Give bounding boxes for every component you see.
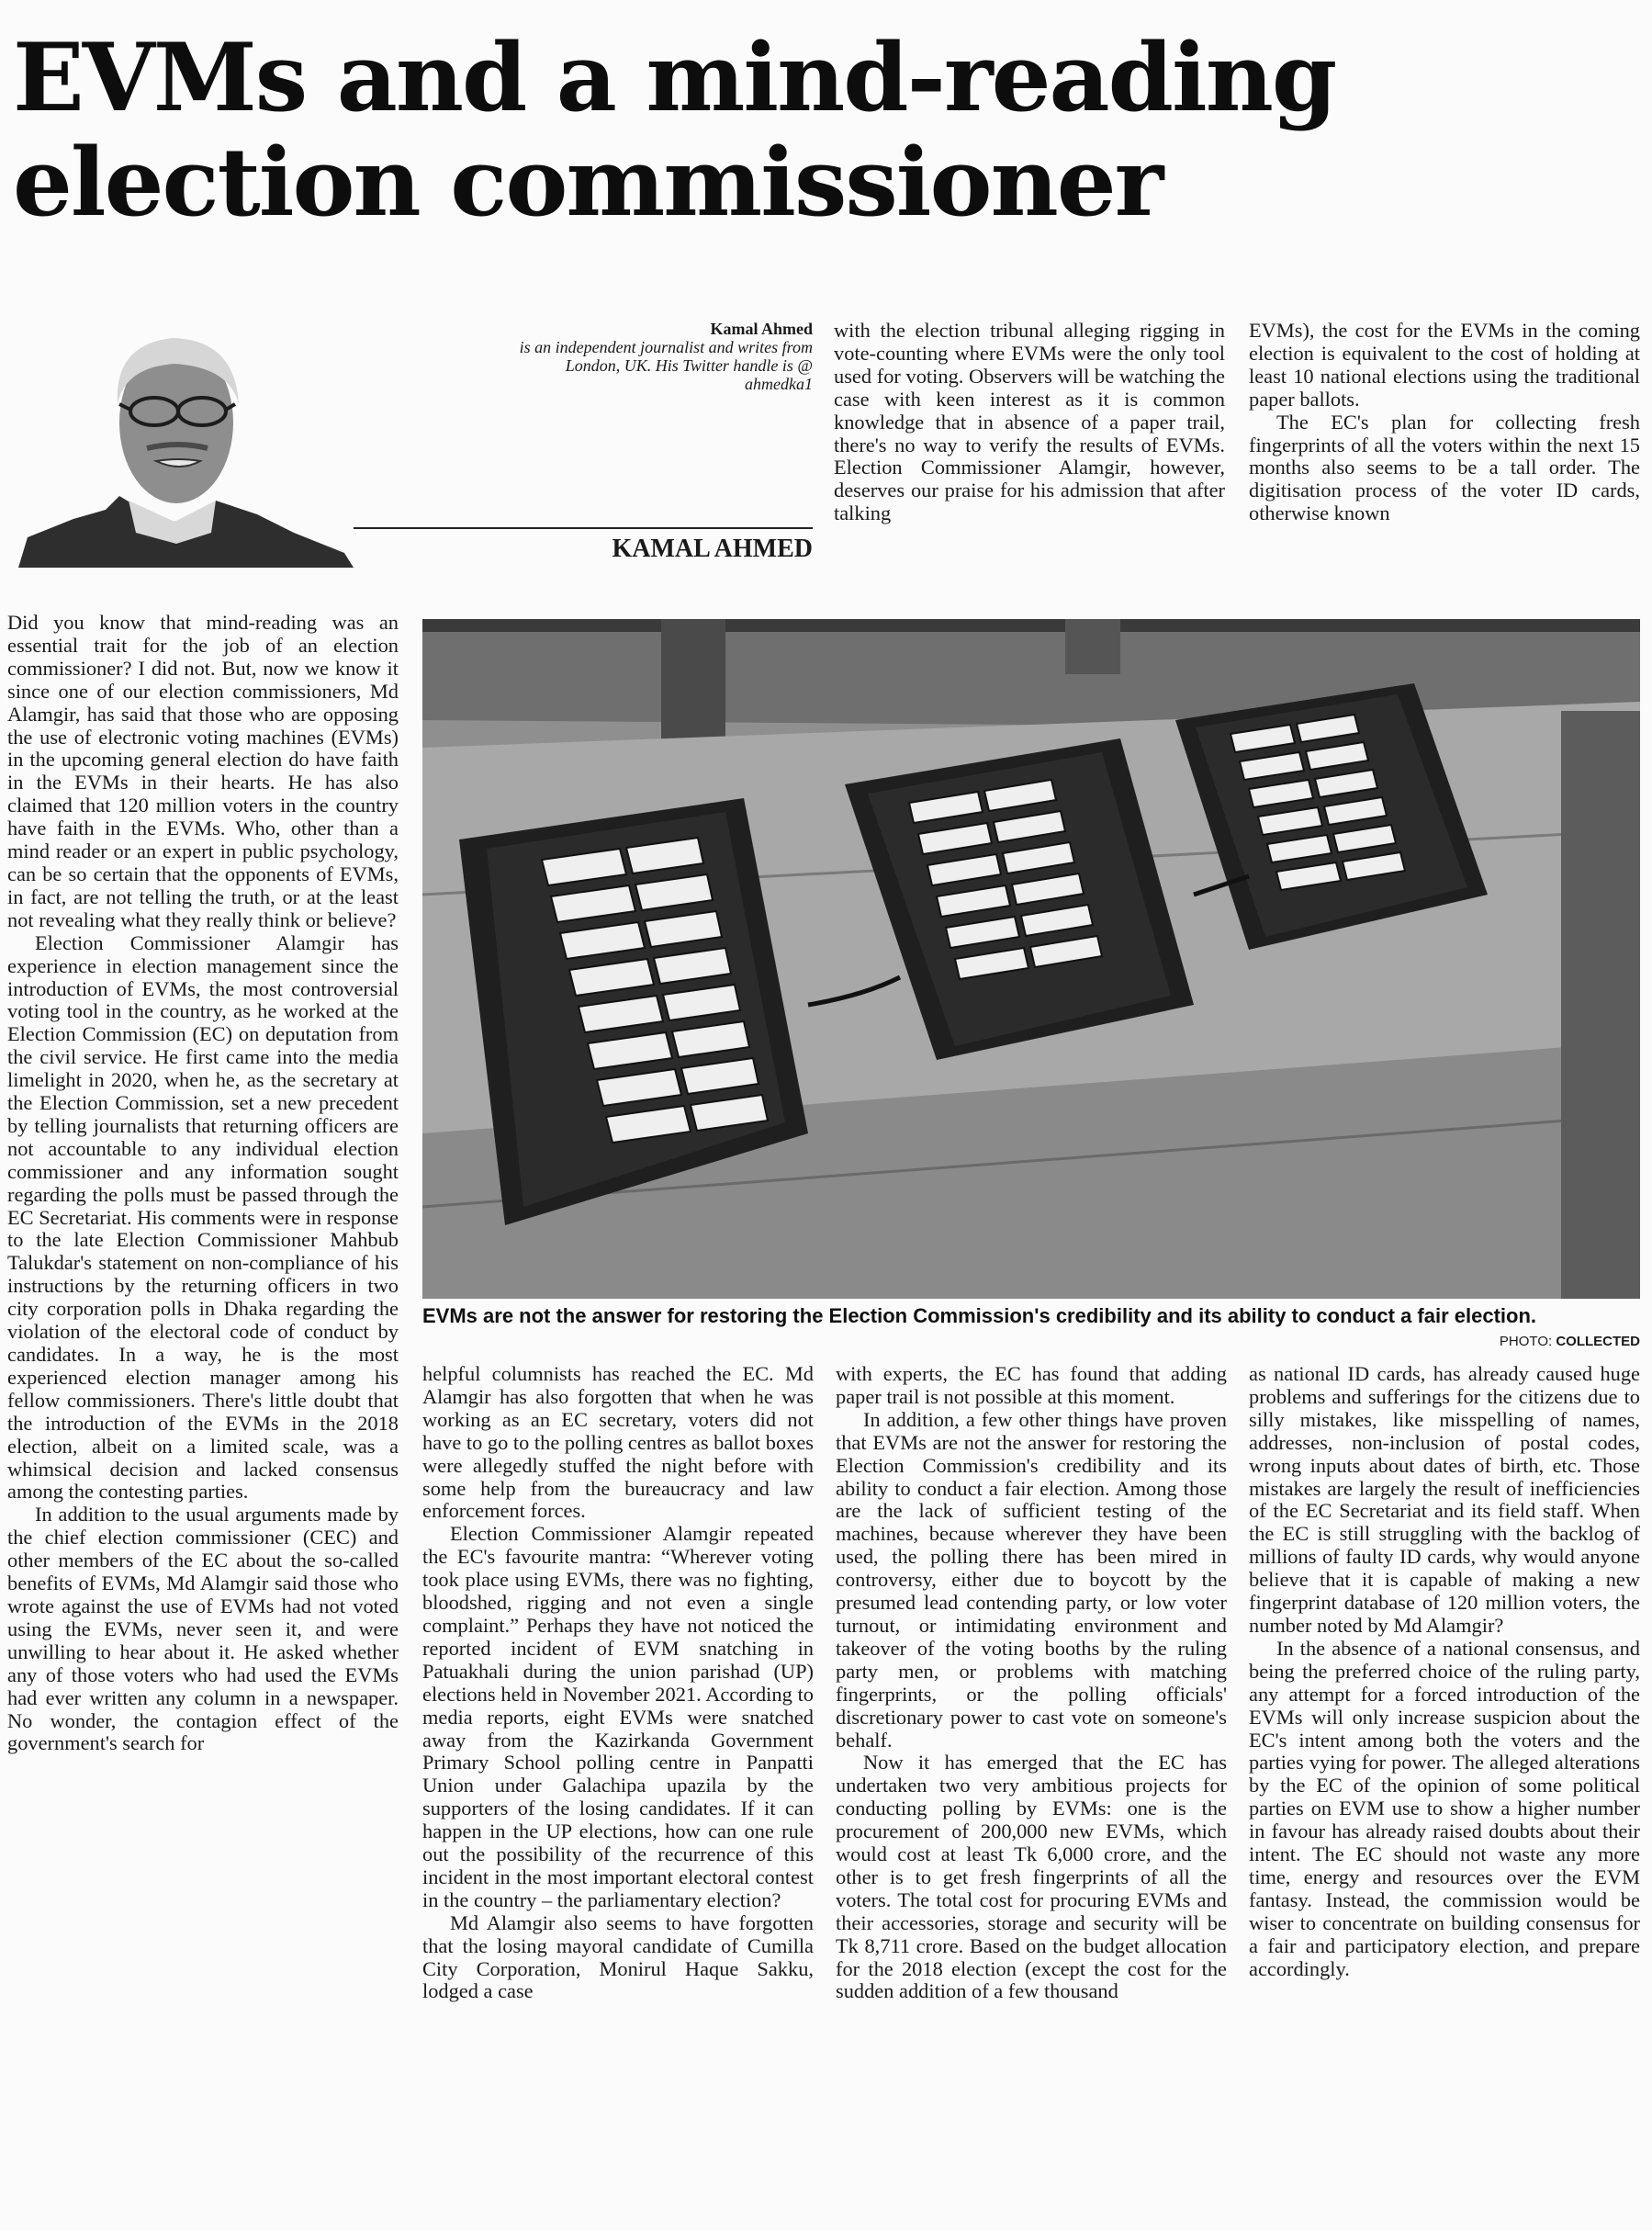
photo-caption: EVMs are not the answer for restoring the Election Commission's credibility and its ability to conduct a fair election. [422, 1304, 1537, 1327]
photo-credit-label: PHOTO: [1499, 1334, 1556, 1349]
paragraph: helpful columnists has reached the EC. Md Alamgir has also forgotten that when he was working as an EC secretary, voters did not have to go to the polling centres as ballot boxes were allegedly stuffed the night before with some help from the bureaucracy and law enforcement forces. [422, 1363, 814, 1523]
photo-credit [1286, 1334, 1640, 1350]
paragraph: Now it has emerged that the EC has undertaken two very ambitious projects for conducting polling by EVMs: one is the procurement of 200,000 new EVMs, which would cost at least Tk 6,000 crore, and the other is to get fresh fingerprints of all the voters. The total cost for procuring EVMs and their accessories, storage and security will be Tk 8,711 crore. Based on the budget allocation for the 2018 election (except the cost for the sudden addition of a few thousand [836, 1751, 1227, 2003]
evm-photo [422, 619, 1640, 1299]
paragraph: Election Commissioner Alamgir repeated the EC's favourite mantra: “Wherever voting took place using EVMs, there was no fighting, bloodshed, rigging and not even a single complaint.” Perhaps they have not noticed the reported incident of EVM snatching in Patuakhali during the union parishad (UP) elections held in November 2021. According to media reports, eight EVMs were snatched away from the Kazirkanda Government Primary School polling centre in Panpatti Union under Galachipa upazila by the supporters of the losing candidates. If it can happen in the UP elections, how can one rule out the possibility of the recurrence of this incident in the most important electoral contest in the country – the parliamentary election? [422, 1522, 814, 1911]
author-bio [514, 320, 813, 393]
paragraph: Md Alamgir also seems to have forgotten that the losing mayoral candidate of Cumilla City Corporation, Monirul Haque Sakku, lodged a case [422, 1910, 814, 2003]
column-1 [7, 612, 399, 2226]
column-4 [1249, 1363, 1640, 2226]
author-bio-text: is an independent journalist and writes from London, UK. His Twitter handle is @ ahmedka1 [519, 338, 813, 393]
column-top-a [834, 320, 1225, 573]
paragraph: with experts, the EC has found that adding paper trail is not possible at this moment. [836, 1363, 1227, 1408]
paragraph: In addition to the usual arguments made by the chief election commissioner (CEC) and other members of the EC about the so-called benefits of EVMs, Md Alamgir said those who wrote against the use of EVMs had not voted using the EVMs, never seen it, and were unwilling to hear about it. He asked whether any of those voters who had used the EVMs had ever written any column in a newspaper. No wonder, the contagion effect of the government's search for [7, 1503, 399, 1755]
byline: KAMAL AHMED [612, 535, 813, 563]
column-2 [422, 1363, 814, 2226]
paragraph: The EC's plan for collecting fresh fingerprints of all the voters within the next 15 months also seems to be a tall order. The digitisation process of the voter ID cards, otherwise known [1249, 410, 1640, 525]
author-portrait [18, 303, 354, 568]
author-bio-name: Kamal Ahmed [710, 320, 813, 338]
paragraph: as national ID cards, has already caused huge problems and sufferings for the citizens due to silly mistakes, like misspelling of names, addresses, non-inclusion of postal codes, wrong inputs about dates of birth, etc. Those mistakes are largely the result of inefficiencies of the EC Secretariat and its field staff. When the EC is still struggling with the backlog of millions of faulty ID cards, why would anyone believe that it is capable of making a new fingerprint database of 120 million voters, the number noted by Md Alamgir? [1249, 1363, 1640, 1637]
headline: EVMs and a mind-reading election commissioner [13, 23, 1336, 238]
paragraph: Did you know that mind-reading was an essential trait for the job of an election commissioner? I did not. But, now we know it since one of our election commissioners, Md Alamgir, has said that those who are opposing the use of electronic voting machines (EVMs) in the upcoming general election do have faith in the EVMs in their hearts. He has also claimed that 120 million voters in the country have faith in the EVMs. Who, other than a mind reader or an expert in public psychology, can be so certain that the opponents of EVMs, in fact, are not telling the truth, or at the least not revealing what they really think or believe? [7, 612, 399, 931]
paragraph: Election Commissioner Alamgir has experience in election management since the introduction of EVMs, the most controversial voting tool in the country, as he worked at the Election Commission (EC) on deputation from the civil service. He first came into the media limelight in 2020, when he, as the secretary at the Election Commission, set a new precedent by telling journalists that returning officers are not accountable to any individual election commissioner and any information sought regarding the polls must be passed through the EC Secretariat. His comments were in response to the late Election Commissioner Mahbub Talukdar's statement on non-compliance of his instructions by the returning officers in two city corporation polls in Dhaka regarding the violation of the electoral code of conduct by candidates. In a way, he is the most experienced election manager among his fellow commissioners. There's little doubt that the introduction of the EVMs in the 2018 election, albeit on a limited scale, was a whimsical decision and lacked consensus among the contesting parties. [7, 930, 399, 1504]
column-top-b [1249, 320, 1640, 573]
paragraph: In the absence of a national consensus, and being the preferred choice of the ruling party, any attempt for a forced introduction of the EVMs will only increase suspicion about the EC's intent among both the voters and the parties vying for power. The alleged alterations by the EC of the opinion of some political parties on EVM use to show a higher number in favour has already raised doubts about their intent. The EC should not waste any more time, energy and resources over the EVM fantasy. Instead, the commission would be wiser to concentrate on building consensus for a fair and participatory election, and prepare accordingly. [1249, 1636, 1640, 1980]
paragraph: In addition, a few other things have proven that EVMs are not the answer for restoring the Election Commission's credibility and its ability to conduct a fair election. Among those are the lack of sufficient testing of the machines, because wherever they have been used, the polling there has been mired in controversy, either due to boycott by the presumed lead contending party, or low voter turnout, or intimidating environment and takeover of the voting booths by the ruling party men, or problems with matching fingerprints, or the polling officials' discretionary power to cast vote on someone's behalf. [836, 1407, 1227, 1752]
paragraph: with the election tribunal alleging rigging in vote-counting where EVMs were the only tool used for voting. Observers will be watching the case with keen interest as it is common knowledge that in absence of a paper trail, there's no way to verify the results of EVMs. Election Commissioner Alamgir, however, deserves our praise for his admission that after talking [834, 320, 1225, 525]
photo-credit-value: COLLECTED [1556, 1334, 1640, 1349]
byline-divider [354, 527, 813, 529]
column-3 [836, 1363, 1227, 2226]
paragraph: EVMs), the cost for the EVMs in the coming election is equivalent to the cost of holding at least 10 national elections using the traditional paper ballots. [1249, 320, 1640, 411]
